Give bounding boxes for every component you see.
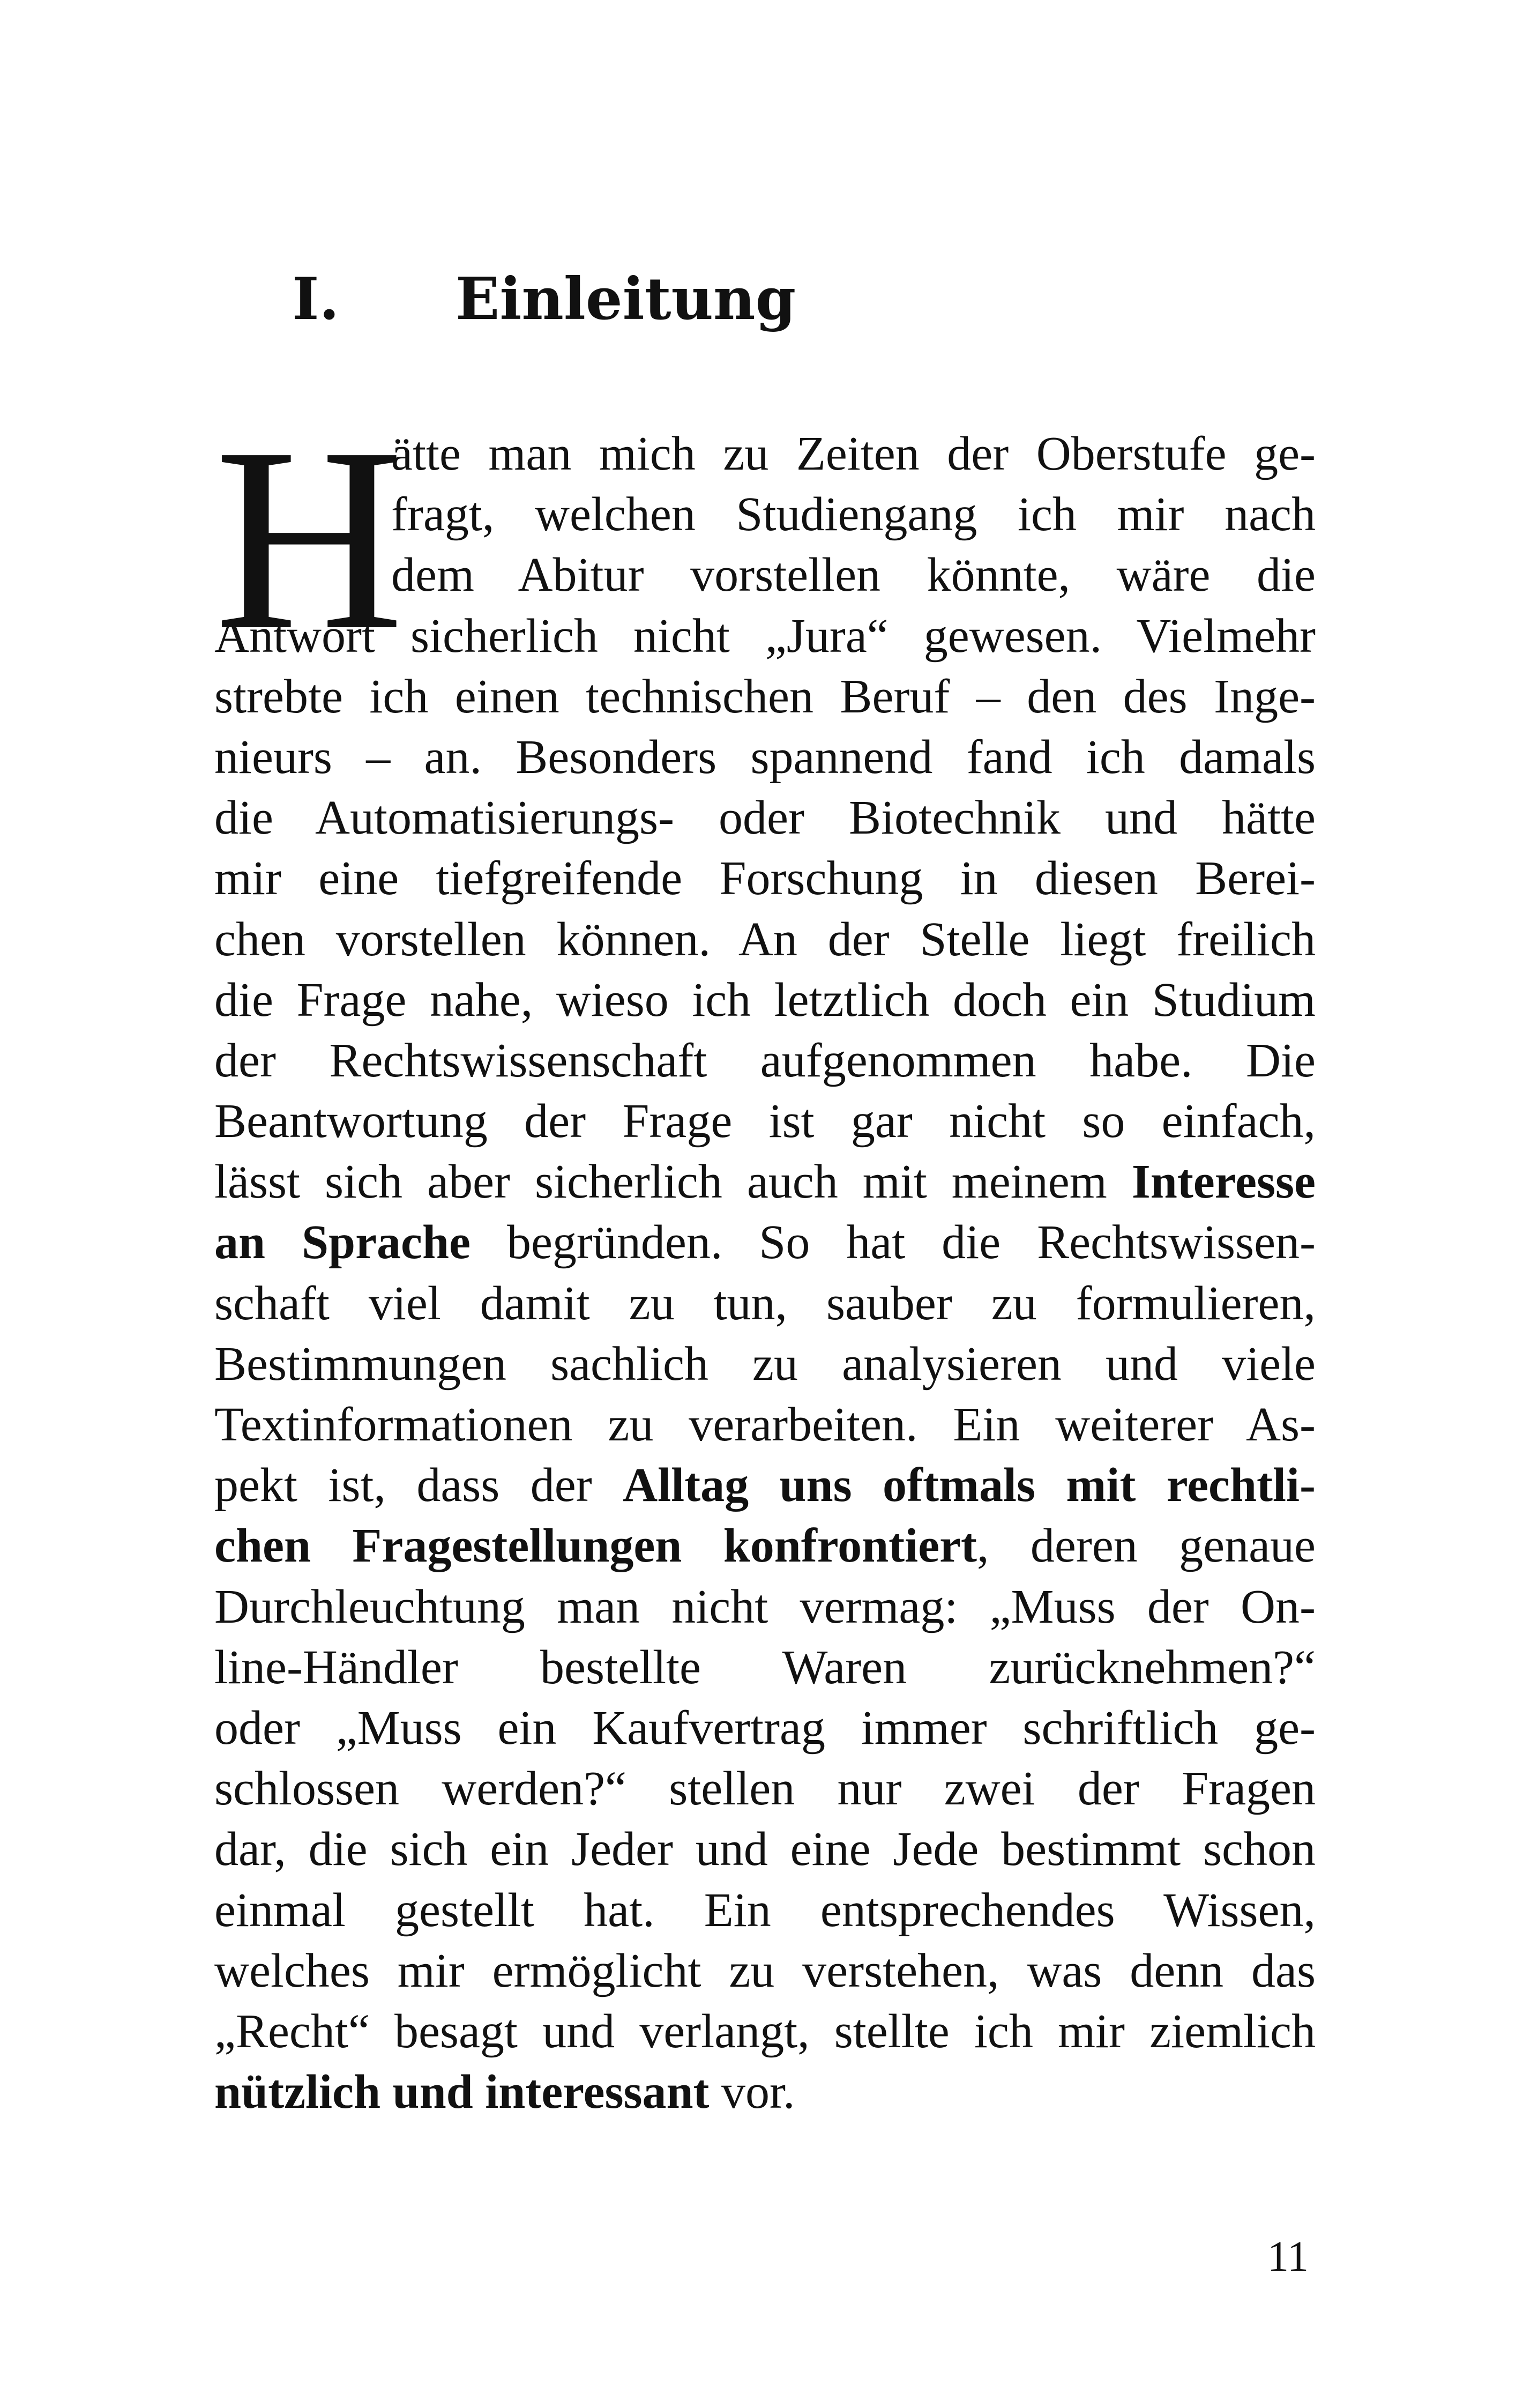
text-line [214, 1515, 1316, 1576]
text-run: ätte man mich zu Zeiten der Oberstufe ge- [391, 427, 1316, 480]
text-run: , deren genaue [977, 1519, 1316, 1573]
text-run: line-Händler bestellte Waren zurücknehmen?“ [214, 1640, 1316, 1694]
text-line [214, 1334, 1316, 1394]
text-line [214, 1637, 1316, 1698]
text-line [214, 848, 1316, 909]
bold-text: chen Fragestellungen konfrontiert [214, 1519, 977, 1573]
text-run: „Recht“ besagt und verlangt, stellte ich mir ziemlich [214, 2004, 1316, 2058]
text-run: Durchleuchtung man nicht vermag: „Muss der On- [214, 1580, 1316, 1633]
text-run: Antwort sicherlich nicht „Jura“ gewesen. Vielmehr [214, 609, 1316, 663]
text-line [214, 1941, 1316, 2001]
chapter-heading [292, 262, 796, 337]
text-line [214, 1455, 1316, 1515]
text-run: begründen. So hat die Rechtswissen- [471, 1216, 1316, 1269]
text-line [214, 1151, 1316, 1212]
text-line [214, 666, 1316, 727]
text-run: welches mir ermöglicht zu verstehen, was denn das [214, 1944, 1316, 1997]
text-line [214, 1394, 1316, 1455]
text-run: chen vorstellen können. An der Stelle liegt freilich [214, 912, 1316, 966]
text-run: pekt ist, dass der [214, 1459, 623, 1512]
text-line [214, 2062, 1316, 2122]
chapter-number: I. [292, 265, 340, 333]
text-run: strebte ich einen technischen Beruf – den des Inge- [214, 670, 1316, 723]
text-run: die Frage nahe, wieso ich letztlich doch ein Studium [214, 973, 1316, 1027]
text-line [214, 909, 1316, 970]
bold-text: nützlich und interessant [214, 2065, 710, 2119]
text-line [214, 1212, 1316, 1273]
text-run: die Automatisierungs- oder Biotechnik und hätte [214, 791, 1316, 845]
text-line [214, 727, 1316, 787]
text-run: dar, die sich ein Jeder und eine Jede bestimmt schon [214, 1823, 1316, 1876]
text-run: dem Abitur vorstellen könnte, wäre die [391, 548, 1316, 602]
body-paragraph [214, 423, 1316, 2122]
text-line [391, 484, 1316, 545]
text-line [214, 1758, 1316, 1819]
text-line [214, 1091, 1316, 1151]
text-run: einmal gestellt hat. Ein entsprechendes Wissen, [214, 1883, 1316, 1937]
text-run: lässt sich aber sicherlich auch mit meinem [214, 1155, 1132, 1209]
text-run: nieurs – an. Besonders spannend fand ich damals [214, 730, 1316, 784]
text-run: schlossen werden?“ stellen nur zwei der Fragen [214, 1762, 1316, 1816]
text-run: fragt, welchen Studiengang ich mir nach [391, 488, 1316, 541]
text-run: der Rechtswissenschaft aufgenommen habe. Die [214, 1034, 1316, 1087]
text-run: vor. [709, 2065, 795, 2119]
text-line [214, 787, 1316, 848]
chapter-title: Einleitung [456, 265, 796, 333]
text-line [214, 1819, 1316, 1879]
text-line [214, 2001, 1316, 2062]
text-run: Beantwortung der Frage ist gar nicht so einfach, [214, 1095, 1316, 1148]
text-run: oder „Muss ein Kaufvertrag immer schriftlich ge- [214, 1701, 1316, 1755]
drop-cap: H [214, 393, 404, 684]
text-line [214, 1273, 1316, 1334]
text-run: mir eine tiefgreifende Forschung in diesen Berei- [214, 852, 1316, 905]
text-run: schaft viel damit zu tun, sauber zu formulieren, [214, 1276, 1316, 1330]
text-run: Bestimmungen sachlich zu analysieren und viele [214, 1337, 1316, 1391]
text-line [214, 1698, 1316, 1758]
page-number: 11 [1267, 2233, 1309, 2280]
bold-text: Interesse [1131, 1155, 1316, 1209]
bold-text: an Sprache [214, 1216, 471, 1269]
text-line [214, 606, 1316, 666]
text-line [214, 1577, 1316, 1637]
text-line [214, 1880, 1316, 1941]
text-line [214, 970, 1316, 1030]
text-line [391, 545, 1316, 605]
text-line [214, 1030, 1316, 1091]
text-line [391, 423, 1316, 484]
text-run: Textinformationen zu verarbeiten. Ein weiterer As- [214, 1398, 1316, 1451]
bold-text: Alltag uns oftmals mit rechtli- [623, 1459, 1316, 1512]
